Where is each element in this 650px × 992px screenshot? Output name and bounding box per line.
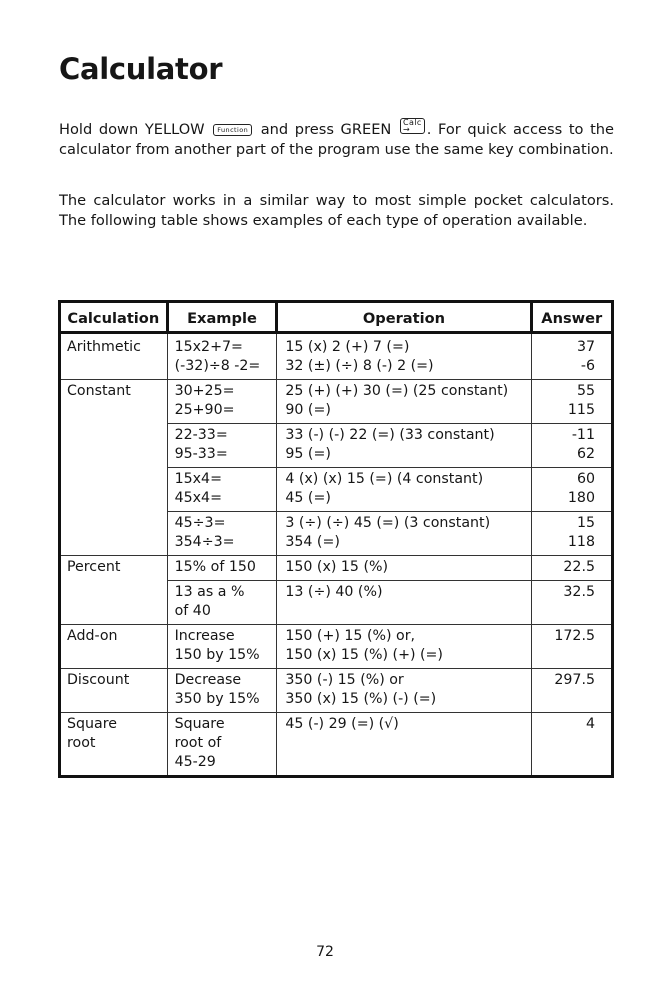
operations-table — [58, 300, 614, 778]
example-cell-line: 354÷3= — [174, 534, 235, 550]
operation-cell — [277, 333, 531, 380]
example-cell-line: 350 by 15% — [174, 691, 260, 707]
operation-cell-line: 45 (=) — [285, 490, 331, 506]
answer-cell-line: 15 — [576, 515, 595, 531]
description-paragraph: The calculator works in a similar way to most simple pocket calculators. The following table shows examples of each type of operation available. — [59, 192, 614, 229]
example-cell-line: 95-33= — [174, 446, 228, 462]
example-cell-line: of 40 — [174, 603, 211, 619]
operation-cell-line: 45 (-) 29 (=) (√) — [285, 716, 399, 732]
example-cell-line: 22-33= — [174, 427, 228, 443]
answer-cell-line: -6 — [580, 358, 595, 374]
operation-cell — [277, 556, 531, 581]
answer-cell-line: 55 — [576, 383, 595, 399]
operation-cell — [277, 625, 531, 669]
example-cell-line: 15x2+7= — [174, 339, 243, 355]
answer-cell-line: 22.5 — [563, 559, 595, 575]
example-cell-line: Increase — [174, 628, 235, 644]
calc-key-label: Calc — [402, 118, 422, 127]
calculation-cell: Discount — [60, 669, 168, 713]
operation-cell-line: 350 (-) 15 (%) or — [285, 672, 404, 688]
example-cell-line: 150 by 15% — [174, 647, 260, 663]
calc-key-arrow: → — [402, 125, 411, 134]
operation-cell-line: 33 (-) (-) 22 (=) (33 constant) — [285, 427, 495, 443]
answer-cell-line: 32.5 — [563, 584, 595, 600]
operation-cell-line: 4 (x) (x) 15 (=) (4 constant) — [285, 471, 484, 487]
answer-cell — [531, 625, 612, 669]
operation-cell-line: 150 (x) 15 (%) (+) (=) — [285, 647, 443, 663]
table-row — [60, 556, 613, 581]
page-number: 72 — [316, 944, 334, 960]
answer-cell — [531, 333, 612, 380]
example-cell — [167, 556, 277, 581]
answer-cell-line: -11 — [571, 427, 595, 443]
intro-text-3: . For quick access to the calculator from another part of the program use the same key combination. — [59, 121, 615, 158]
operation-cell — [277, 581, 531, 625]
example-cell-line: 25+90= — [174, 402, 235, 418]
table-body — [60, 333, 613, 777]
answer-cell — [531, 581, 612, 625]
answer-cell — [531, 380, 612, 424]
answer-cell — [531, 512, 612, 556]
example-cell-line: 13 as a % — [174, 584, 245, 600]
answer-cell-line: 60 — [576, 471, 595, 487]
operation-cell-line: 32 (±) (÷) 8 (-) 2 (=) — [285, 358, 434, 374]
example-cell-line: (-32)÷8 -2= — [174, 358, 261, 374]
answer-cell-line: 118 — [567, 534, 595, 550]
answer-cell-line: 180 — [567, 490, 595, 506]
table-row — [60, 669, 613, 713]
operation-cell — [277, 512, 531, 556]
table-row — [60, 380, 613, 424]
example-cell — [167, 468, 277, 512]
answer-cell — [531, 424, 612, 468]
calculation-cell: Add-on — [60, 625, 168, 669]
operation-cell-line: 95 (=) — [285, 446, 331, 462]
table-row — [60, 625, 613, 669]
example-cell — [167, 333, 277, 380]
operation-cell-line: 13 (÷) 40 (%) — [285, 584, 383, 600]
operation-cell-line: 90 (=) — [285, 402, 331, 418]
calculation-cell: Arithmetic — [60, 333, 168, 380]
table-header-row — [60, 302, 613, 333]
page-title: Calculator — [59, 52, 223, 86]
example-cell-line: 45÷3= — [174, 515, 226, 531]
table-row — [60, 713, 613, 777]
answer-cell — [531, 669, 612, 713]
answer-cell-line: 115 — [567, 402, 595, 418]
example-cell-line: 15% of 150 — [174, 559, 256, 575]
header-operation: Operation — [277, 302, 531, 333]
example-cell — [167, 380, 277, 424]
answer-cell — [531, 468, 612, 512]
example-cell-line: 45-29 — [174, 754, 216, 770]
example-cell-line: Decrease — [174, 672, 242, 688]
example-cell — [167, 512, 277, 556]
answer-cell — [531, 713, 612, 777]
operation-cell-line: 3 (÷) (÷) 45 (=) (3 constant) — [285, 515, 491, 531]
example-cell-line: 45x4= — [174, 490, 222, 506]
operation-cell-line: 350 (x) 15 (%) (-) (=) — [285, 691, 437, 707]
operation-cell-line: 15 (x) 2 (+) 7 (=) — [285, 339, 410, 355]
example-cell — [167, 669, 277, 713]
operation-cell-line: 25 (+) (+) 30 (=) (25 constant) — [285, 383, 509, 399]
function-key-icon: Function — [213, 124, 252, 136]
example-cell-line: 15x4= — [174, 471, 222, 487]
table-row — [60, 333, 613, 380]
example-cell-line: Square — [174, 716, 225, 732]
operation-cell — [277, 669, 531, 713]
operation-cell-line: 354 (=) — [285, 534, 340, 550]
example-cell — [167, 625, 277, 669]
answer-cell-line: 62 — [576, 446, 595, 462]
operation-cell — [277, 380, 531, 424]
operation-cell — [277, 713, 531, 777]
answer-cell-line: 37 — [576, 339, 595, 355]
calculation-cell: Constant — [60, 380, 168, 556]
example-cell-line: root of — [174, 735, 222, 751]
operation-cell — [277, 424, 531, 468]
answer-cell-line: 172.5 — [554, 628, 595, 644]
answer-cell — [531, 556, 612, 581]
header-calculation: Calculation — [60, 302, 168, 333]
header-example: Example — [167, 302, 277, 333]
operation-cell-line: 150 (x) 15 (%) — [285, 559, 389, 575]
example-cell — [167, 713, 277, 777]
operation-cell — [277, 468, 531, 512]
operation-cell-line: 150 (+) 15 (%) or, — [285, 628, 416, 644]
example-cell — [167, 581, 277, 625]
answer-cell-line: 297.5 — [554, 672, 595, 688]
calc-key-icon — [400, 118, 425, 134]
calculation-cell: Square root — [60, 713, 168, 777]
example-cell — [167, 424, 277, 468]
intro-text-2: and press GREEN — [260, 121, 392, 138]
answer-cell-line: 4 — [585, 716, 595, 732]
intro-paragraph — [59, 118, 614, 160]
calculation-cell: Percent — [60, 556, 168, 625]
example-cell-line: 30+25= — [174, 383, 235, 399]
intro-text-1: Hold down YELLOW — [59, 121, 205, 138]
header-answer: Answer — [531, 302, 612, 333]
